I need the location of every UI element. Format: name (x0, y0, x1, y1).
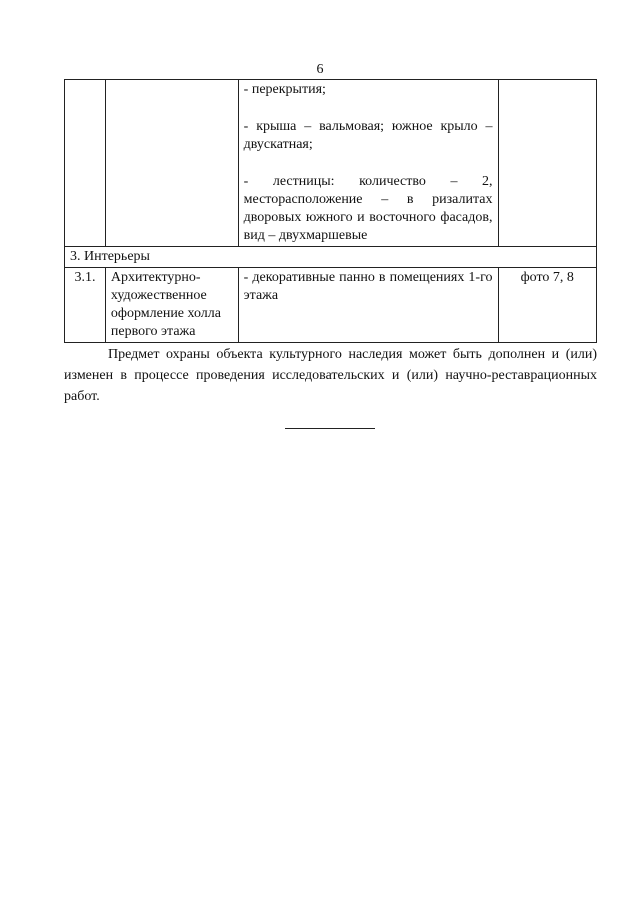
desc-item-floors: - перекрытия; (243, 82, 326, 97)
table-row (65, 268, 597, 343)
closing-divider (285, 428, 375, 429)
protection-table (64, 79, 597, 343)
note-paragraph: Предмет охраны объекта культурного наследия может быть дополнен и (или) изменен в процессе проведения исследовательских и (или) научно-реставрационных работ. (64, 347, 597, 404)
element-cell (105, 80, 238, 247)
desc-item-stairs: - лестницы: количество – 2, месторасположение – в ризалитах дворовых южного и восточного фасадов, вид – двухмаршевые (243, 174, 493, 243)
section-title: 3. Интерьеры (65, 247, 597, 268)
row-number-cell: 3.1. (65, 268, 106, 343)
desc-item-roof: - крыша – вальмовая; южное крыло – двускатная; (243, 119, 493, 152)
photo-cell (498, 80, 597, 247)
element-cell: Архитектурно-художественное оформление холла первого этажа (105, 268, 238, 343)
page-number: 6 (316, 62, 324, 77)
table-row (65, 80, 597, 247)
description-cell (238, 80, 498, 247)
row-number-cell (65, 80, 106, 247)
photo-cell: фото 7, 8 (498, 268, 597, 343)
table-row (65, 247, 597, 268)
description-cell: - декоративные панно в помещениях 1-го этажа (238, 268, 498, 343)
